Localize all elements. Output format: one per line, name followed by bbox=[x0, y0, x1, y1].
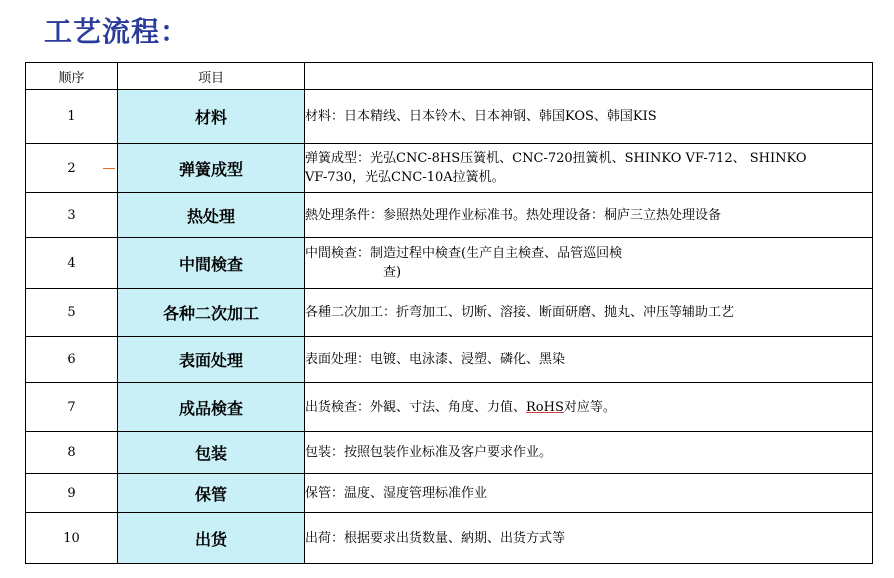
row-desc bbox=[305, 383, 873, 432]
table-row bbox=[26, 513, 873, 564]
desc-line: 材料：日本精线、日本铃木、日本神钢、韩国KOS、韩国KIS bbox=[305, 109, 657, 124]
rohs-text: RoHS bbox=[526, 399, 564, 415]
header-item: 项目 bbox=[118, 63, 305, 90]
desc-line: 表面处理：电镀、电泳漆、浸塑、磷化、黑染 bbox=[305, 352, 566, 367]
row-num: 10 bbox=[26, 513, 118, 564]
dash-mark bbox=[103, 168, 115, 169]
desc-line: 包装：按照包装作业标准及客户要求作业。 bbox=[305, 445, 553, 460]
row-num: 4 bbox=[26, 238, 118, 289]
table-row bbox=[26, 193, 873, 238]
row-num: 1 bbox=[26, 90, 118, 144]
row-num: 6 bbox=[26, 337, 118, 383]
desc-line bbox=[305, 398, 872, 417]
desc-line: 各種二次加工：折弯加工、切断、溶接、断面研磨、抛丸、冲压等辅助工艺 bbox=[305, 305, 735, 320]
row-num bbox=[26, 144, 118, 193]
row-desc bbox=[305, 238, 873, 289]
row-desc bbox=[305, 144, 873, 193]
desc-line: 保管：温度、湿度管理标准作业 bbox=[305, 485, 488, 501]
table-row bbox=[26, 238, 873, 289]
row-item: 包装 bbox=[118, 432, 305, 474]
row-num: 9 bbox=[26, 474, 118, 513]
desc-prefix: 出货検查：外観、寸法、角度、力值、 bbox=[305, 399, 527, 415]
table-row bbox=[26, 474, 873, 513]
row-num: 5 bbox=[26, 289, 118, 337]
page-title: 工艺流程： bbox=[44, 15, 190, 48]
row-item: 中間検查 bbox=[118, 238, 305, 289]
desc-suffix: 对应等。 bbox=[563, 399, 616, 415]
table-row bbox=[26, 432, 873, 474]
row-num: 7 bbox=[26, 383, 118, 432]
row-desc bbox=[305, 289, 873, 337]
row-item: 成品検查 bbox=[118, 383, 305, 432]
row-desc bbox=[305, 90, 873, 144]
desc-line: 熱处理条件：参照热处理作业标准书。热处理设备：桐庐三立热处理设备 bbox=[305, 207, 722, 223]
desc-line: 出荷：根据要求出货数量、納期、出货方式等 bbox=[305, 530, 566, 546]
table-row bbox=[26, 337, 873, 383]
row-desc bbox=[305, 513, 873, 564]
row-item: 热处理 bbox=[118, 193, 305, 238]
row-desc bbox=[305, 432, 873, 474]
desc-line: 中間検查：制造过程中検查(生产自主検查、品管巡回検 bbox=[305, 246, 623, 261]
header-num: 顺序 bbox=[26, 63, 118, 90]
header-desc bbox=[305, 63, 873, 90]
row-item: 表面处理 bbox=[118, 337, 305, 383]
table-row bbox=[26, 289, 873, 337]
row-num: 3 bbox=[26, 193, 118, 238]
row-item: 各种二次加工 bbox=[118, 289, 305, 337]
row-item: 弹簧成型 bbox=[118, 144, 305, 193]
row-item: 保管 bbox=[118, 474, 305, 513]
row-item: 出货 bbox=[118, 513, 305, 564]
process-table bbox=[25, 62, 873, 564]
row-desc bbox=[305, 474, 873, 513]
table-header-row bbox=[26, 63, 873, 90]
row-num-text: 2 bbox=[67, 160, 76, 176]
table-row bbox=[26, 90, 873, 144]
table-row bbox=[26, 144, 873, 193]
desc-line: 弹簧成型：光弘CNC-8HS压簧机、CNC-720扭簧机、SHINKO VF-712、 SHINKO bbox=[305, 151, 807, 166]
desc-line: 查) bbox=[383, 265, 402, 280]
row-desc bbox=[305, 337, 873, 383]
desc-line: VF-730，光弘CNC-10A拉簧机。 bbox=[305, 170, 505, 185]
row-desc bbox=[305, 193, 873, 238]
table-row bbox=[26, 383, 873, 432]
row-num: 8 bbox=[26, 432, 118, 474]
row-item: 材料 bbox=[118, 90, 305, 144]
